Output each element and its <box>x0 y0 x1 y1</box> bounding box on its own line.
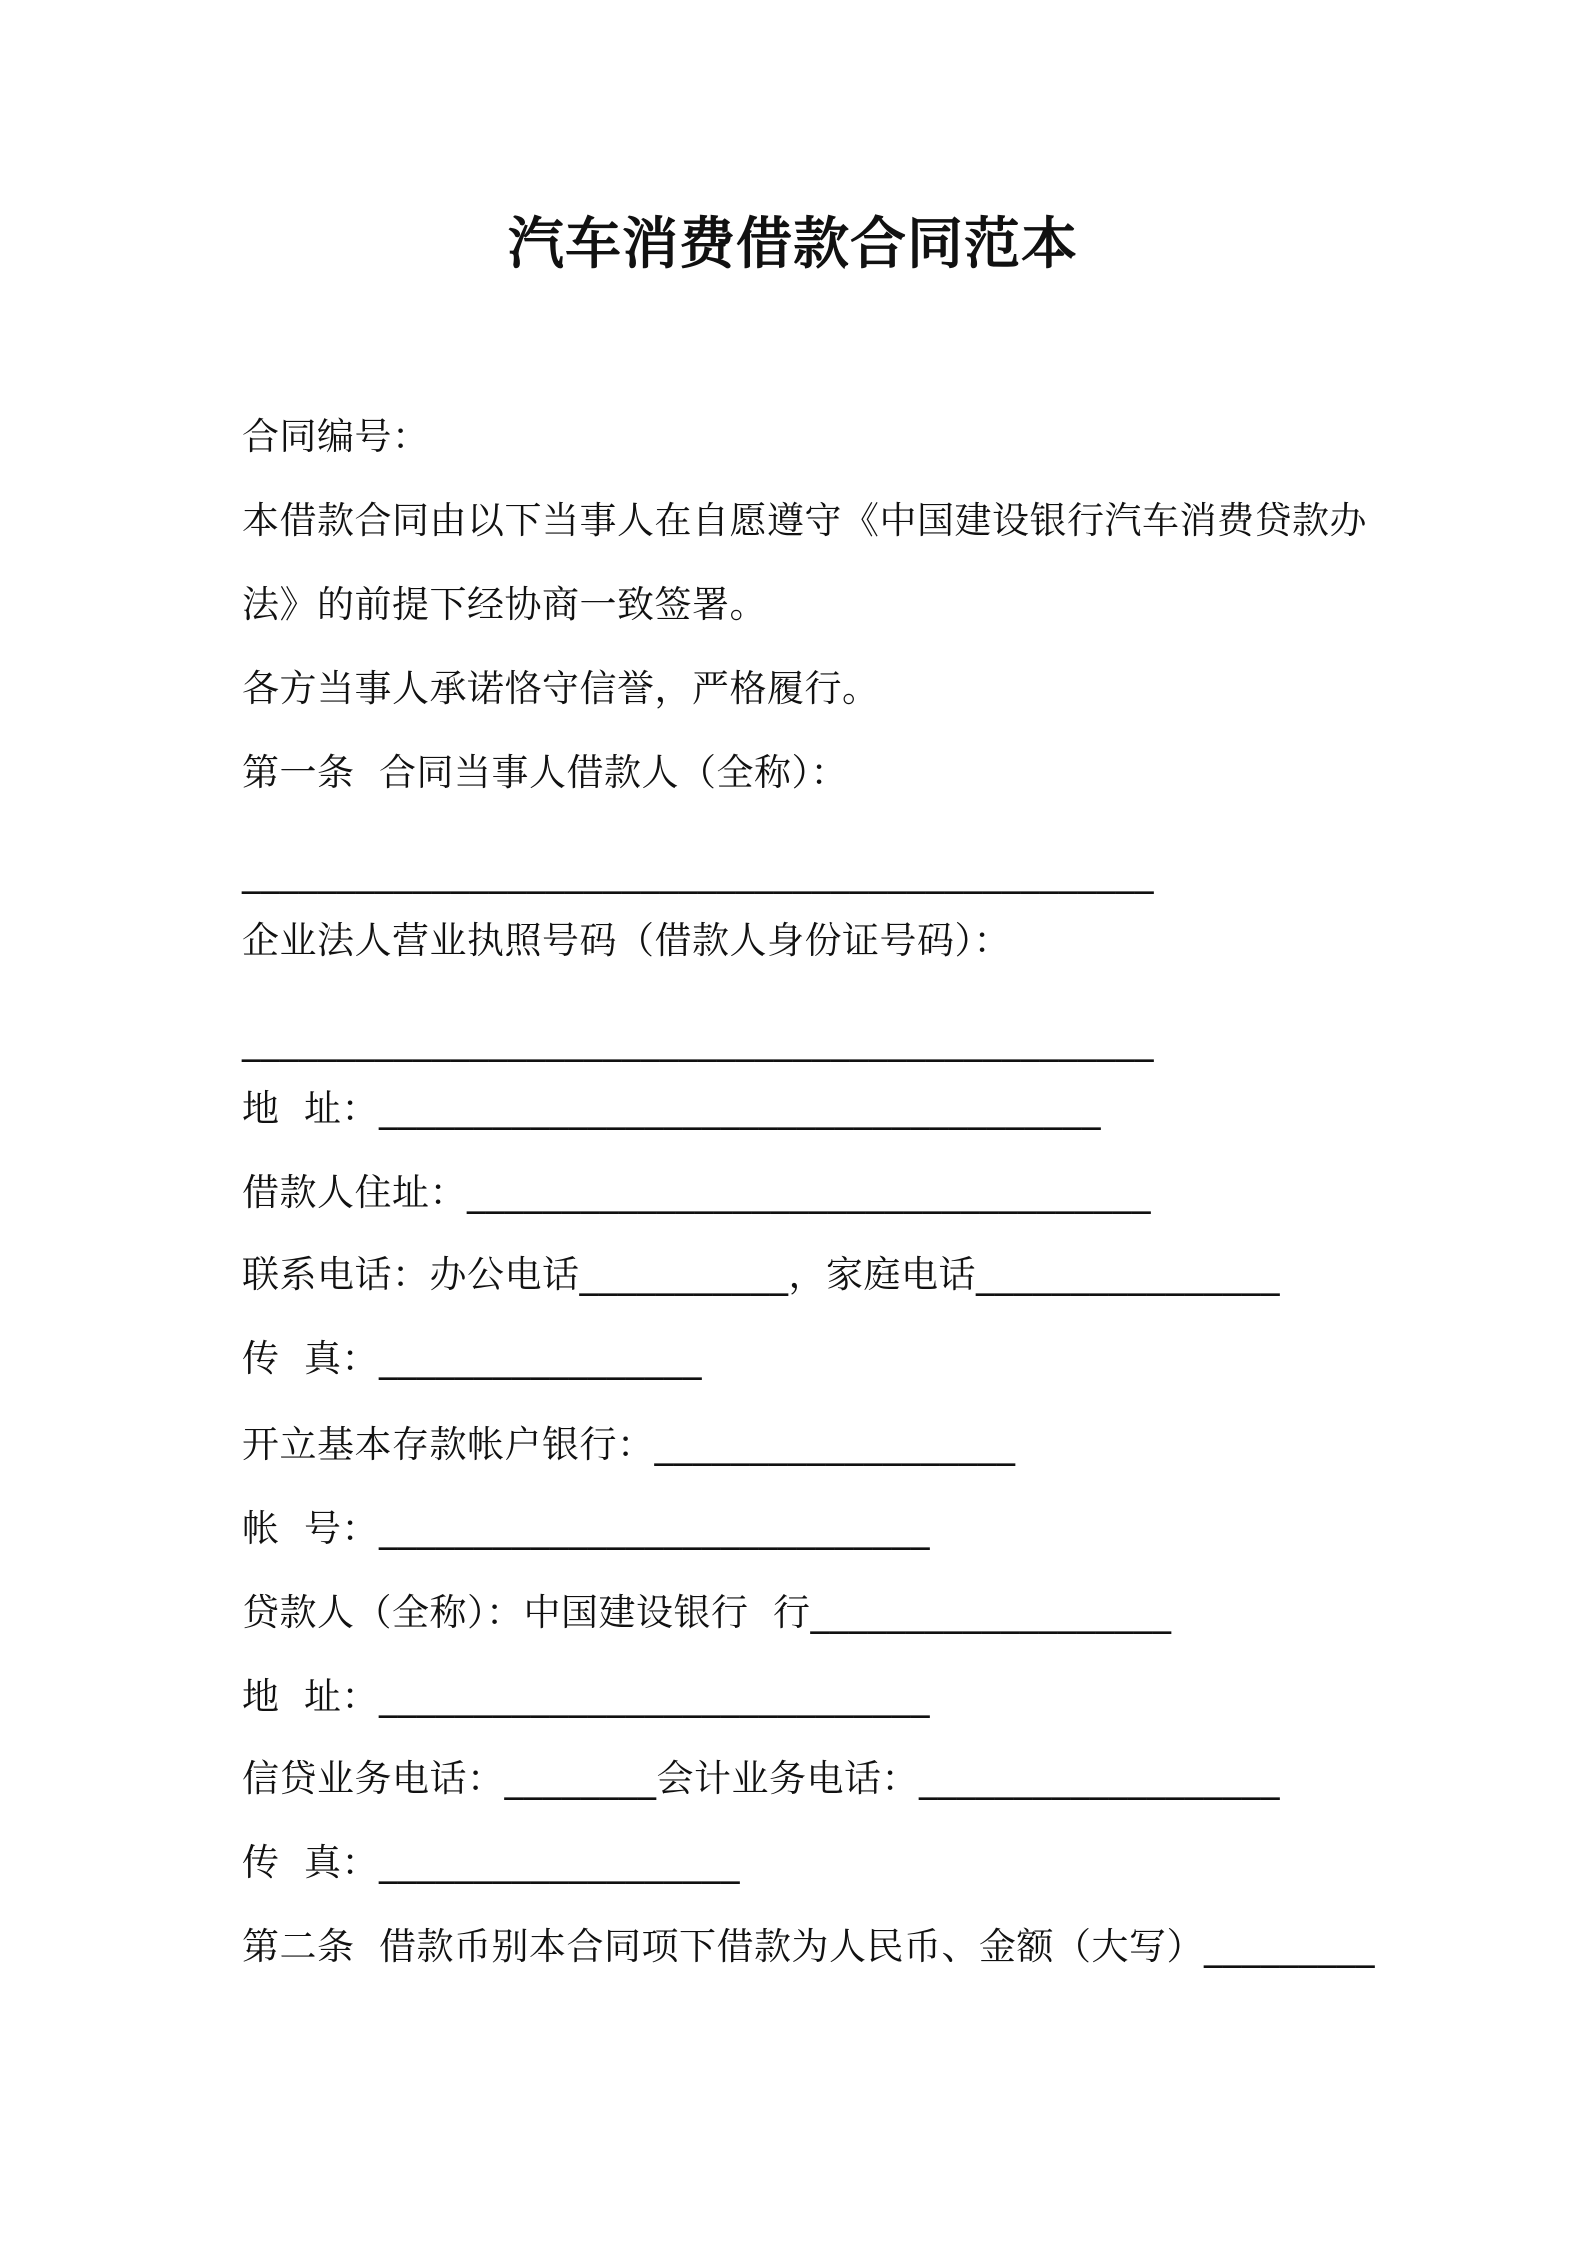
account-number-line: 帐 号：_____________________________ <box>242 1507 931 1550</box>
lender-fax-line: 传 真：___________________ <box>242 1841 741 1884</box>
commitment-line: 各方当事人承诺恪守信誉，严格履行。 <box>242 667 880 710</box>
contract-number-line: 合同编号： <box>242 415 430 458</box>
license-number-label: 企业法人营业执照号码（借款人身份证号码）： <box>242 919 1011 962</box>
license-number-blank: ________________________________________________ <box>242 1019 1154 1062</box>
article-2-heading: 第二条 借款币别本合同项下借款为人民币、金额（大写）_________ <box>242 1925 1376 1968</box>
article-1-heading: 第一条 合同当事人借款人（全称）： <box>242 751 849 794</box>
lender-address-line: 地 址：_____________________________ <box>242 1675 931 1718</box>
preamble-line-2: 法》的前提下经协商一致签署。 <box>242 583 767 626</box>
borrower-fax-line: 传 真：_________________ <box>242 1337 703 1380</box>
lender-name-line: 贷款人（全称）：中国建设银行 行___________________ <box>242 1591 1172 1634</box>
preamble-line-1: 本借款合同由以下当事人在自愿遵守《中国建设银行汽车消费贷款办 <box>242 499 1367 542</box>
borrower-residence-line: 借款人住址：____________________________________ <box>242 1171 1151 1214</box>
deposit-bank-line: 开立基本存款帐户银行：___________________ <box>242 1423 1016 1466</box>
contact-phone-line: 联系电话：办公电话___________，家庭电话________________ <box>242 1253 1280 1296</box>
borrower-name-blank: ________________________________________________ <box>242 851 1154 894</box>
business-phone-line: 信贷业务电话：________会计业务电话：___________________ <box>242 1757 1280 1800</box>
borrower-address-line: 地 址：______________________________________ <box>242 1087 1102 1130</box>
document-title: 汽车消费借款合同范本 <box>508 212 1078 277</box>
